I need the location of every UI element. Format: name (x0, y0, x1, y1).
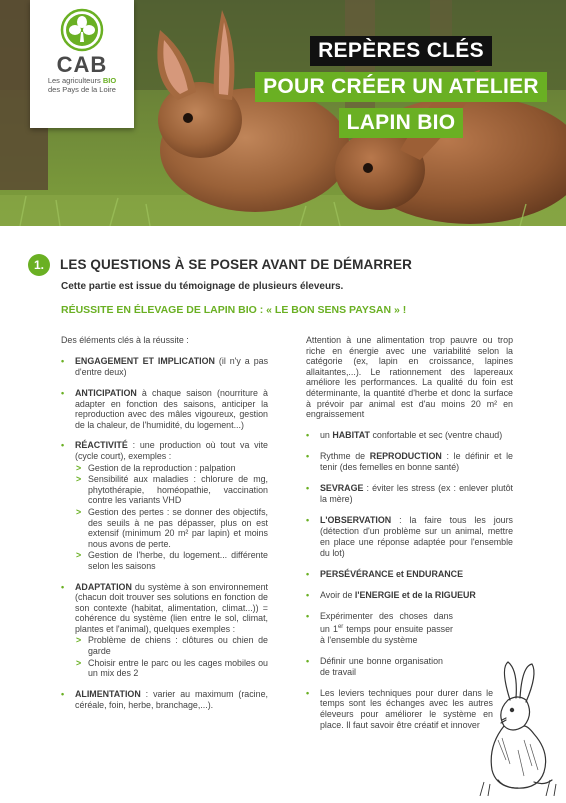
bullet-dot-icon: • (306, 482, 310, 493)
logo-tagline: Les agriculteurs BIO (47, 76, 117, 85)
list-item-energie: • Avoir de l'ENERGIE et de la RIGUEUR (306, 589, 476, 600)
section-lead: Cette partie est issue du témoignage de plusieurs éleveurs. (61, 281, 344, 292)
hero-title-line-3: LAPIN BIO (339, 108, 464, 138)
sub-item: > Problème de chiens : clôtures ou chien de garde (76, 635, 268, 657)
list-item-experimenter: • Expérimenter des choses dans un 1er temps pour ensuite passer à l'ensemble du système (306, 610, 453, 645)
section-title: LES QUESTIONS À SE POSER AVANT DE DÉMARRER (60, 257, 412, 272)
left-column (61, 335, 268, 721)
hero-title (236, 36, 566, 144)
list-item-observation: • L'OBSERVATION : la faire tous les jours (détection d'un problème sur un animal, mettre en place une réponse adaptée pour l'ensemble du lot) (306, 514, 513, 558)
sub-item: > Gestion de l'herbe, du logement... différente selon les saisons (76, 550, 268, 571)
list-item-organisation: • Définir une bonne organisation de travail (306, 655, 443, 677)
bullet-dot-icon: • (306, 687, 310, 698)
list-item-reactivite: • RÉACTIVITÉ : une production où tout va vite (cycle court), exemples : > Gestion de la reproduction : palpation > Sensibilité aux maladies : chlorure de mg, phytothérapie, homéopathie, vaccination contre les variants VHD > Gestion des pertes : se donner des objectifs, des seuils à ne pas dépasser, plus on est extensif (minimum 20 m² par lapin) et moins nous avons de perte. > Gestion de l'herbe, du logement... différente selon les saisons (61, 440, 268, 571)
section-heading (28, 254, 538, 278)
bullet-dot-icon: • (61, 440, 65, 451)
bullet-dot-icon: • (61, 388, 65, 398)
bullet-dot-icon: • (306, 514, 310, 525)
rabbit-sketch-icon (478, 660, 560, 796)
hero-banner (0, 0, 566, 226)
bullet-dot-icon: • (61, 688, 65, 699)
hero-title-line-2: POUR CRÉER UN ATELIER (255, 72, 547, 102)
list-item-anticipation: • ANTICIPATION à chaque saison (nourriture à adapter en fonction des saisons, anticiper la reproduction avec des mâles vigoureux, gestion de la chaleur, de l'humidité, du logement...) (61, 388, 268, 430)
bullet-dot-icon: • (306, 589, 310, 600)
sub-item: > Gestion de la reproduction : palpation (76, 462, 236, 473)
adaptation-sublist (75, 635, 268, 678)
reactivite-sublist (75, 463, 268, 572)
bullet-dot-icon: • (61, 581, 65, 592)
list-item-alimentation: • ALIMENTATION : varier au maximum (racine, céréale, foin, herbe, branchage,...). (61, 688, 268, 710)
section-number-badge: 1. (28, 254, 50, 276)
bullet-dot-icon: • (306, 429, 310, 440)
left-intro: Des éléments clés à la réussite : (61, 335, 189, 345)
list-item-leviers: • Les leviers techniques pour durer dans le temps sont les échanges avec les autres éleveurs pour améliorer le système en place. Il faut savoir être créatif et innover (306, 687, 493, 730)
list-item-reproduction: • Rythme de REPRODUCTION : le définir et le tenir (des femelles en bonne santé) (306, 450, 513, 472)
clover-leaf-icon (60, 8, 104, 52)
bullet-dot-icon: • (306, 655, 310, 666)
chevron-right-icon: > (76, 635, 82, 646)
chevron-right-icon: > (76, 550, 82, 561)
logo-name: CAB (56, 52, 108, 77)
right-intro: Attention à une alimentation trop pauvre ou trop riche en énergie avec une variabilité selon la catégorie (ex, lapin en croissance, lapines allaitantes,...). Le rationnement des lapereaux améliore les performances. La qualité du foin est déterminante, la quantité d'herbe et donc la surface à prévoir par animal est d'au moins 20 m² en engraissement (306, 335, 513, 420)
section-subhead: RÉUSSITE EN ÉLEVAGE DE LAPIN BIO : « LE BON SENS PAYSAN » ! (61, 304, 407, 316)
list-item-sevrage: • SEVRAGE : éviter les stress (ex : enlever plutôt la mère) (306, 482, 513, 504)
list-item-engagement: • ENGAGEMENT ET IMPLICATION (il n'y a pas d'entre deux) (61, 356, 269, 377)
list-item-adaptation: • ADAPTATION du système à son environnement (chacun doit trouver ses solutions en fonction de son contexte (habitat, alimentation, climat...)) = cohérence du système (lien entre le sol, climat, plantes et l'animal), quelques exemples : > Problème de chiens : clôtures ou chien de garde > Choisir entre le parc ou les cages mobiles ou un mix des 2 (61, 581, 268, 679)
chevron-right-icon: > (76, 462, 82, 473)
sub-item: > Gestion des pertes : se donner des objectifs, des seuils à ne pas dépasser, plus on est extensif (minimum 20 m² par lapin) et moins nous avons de perte. (76, 506, 268, 549)
bullet-dot-icon: • (306, 610, 310, 621)
hero-title-line-1: REPÈRES CLÉS (310, 36, 492, 66)
list-item-habitat: • un HABITAT confortable et sec (ventre chaud) (306, 429, 503, 440)
sub-item: > Choisir entre le parc ou les cages mobiles ou un mix des 2 (76, 657, 268, 679)
list-item-perseverance: • PERSÉVÉRANCE et ENDURANCE (306, 568, 464, 579)
logo-tagline-region: des Pays de la Loire (48, 85, 116, 94)
bullet-dot-icon: • (306, 568, 310, 579)
chevron-right-icon: > (76, 506, 82, 517)
sub-item: > Sensibilité aux maladies : chlorure de mg, phytothérapie, homéopathie, vaccination contre les variants VHD (76, 474, 268, 506)
bullet-dot-icon: • (61, 356, 65, 366)
chevron-right-icon: > (76, 474, 82, 485)
chevron-right-icon: > (76, 657, 82, 668)
bullet-dot-icon: • (306, 450, 310, 461)
cab-logo (30, 0, 134, 128)
